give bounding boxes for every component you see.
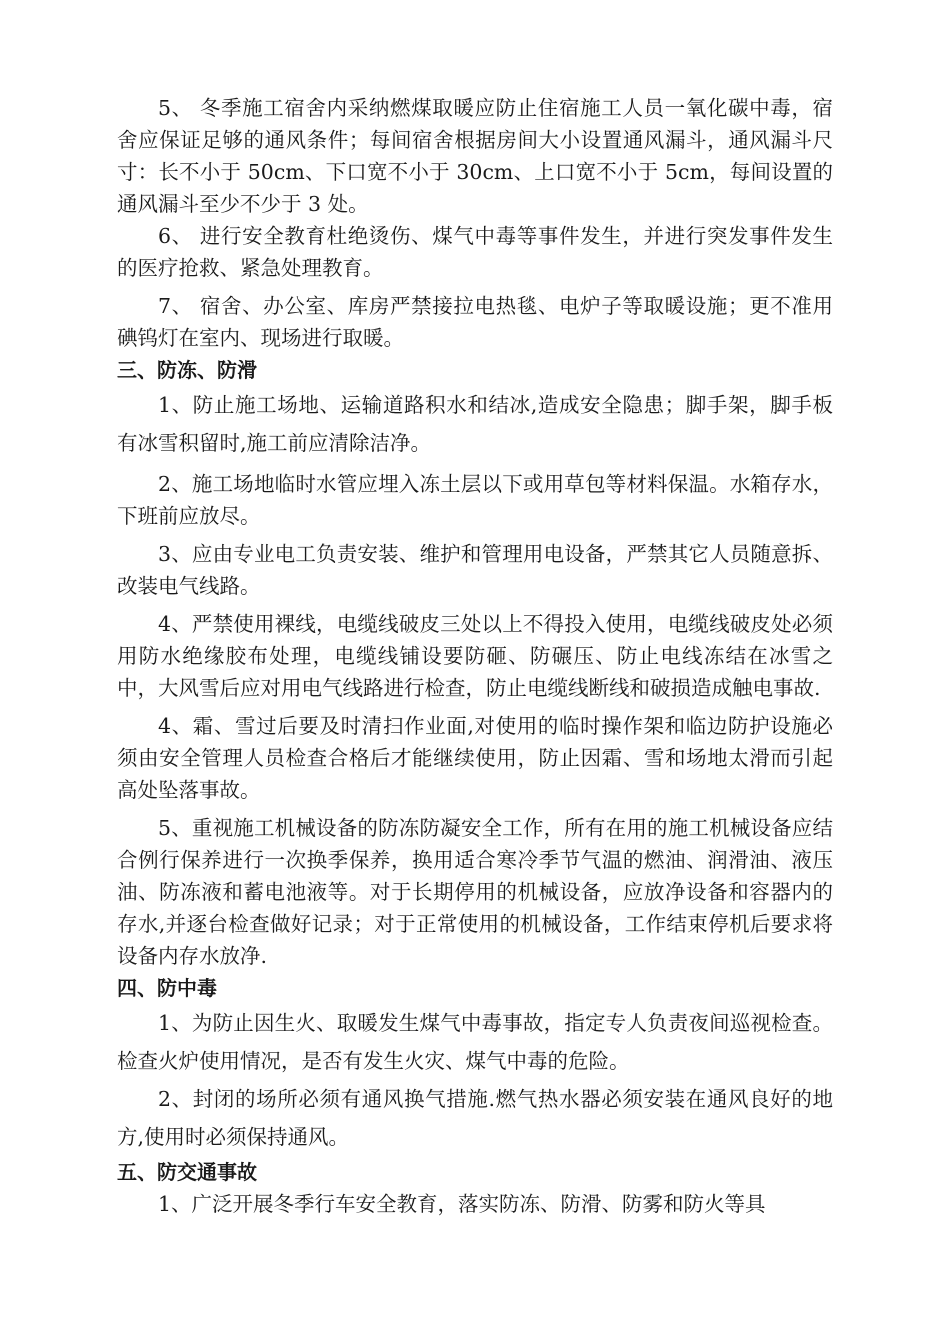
- document-page: [117, 92, 833, 1220]
- section3-item-1: 1、防止施工场地、运输道路积水和结冰,造成安全隐患；脚手架，脚手板有冰雪积留时,施工前应清除洁净。: [117, 393, 833, 455]
- paragraph-item-5: 5、 冬季施工宿舍内采纳燃煤取暖应防止住宿施工人员一氧化碳中毒，宿舍应保证足够的通风条件；每间宿舍根据房间大小设置通风漏斗，通风漏斗尺寸：长不小于 50cm、下口宽不小于 30cm、上口宽不小于 5cm，每间设置的通风漏斗至少不少于 3 处。: [117, 96, 833, 216]
- section-heading-anti-poisoning: 四、防中毒: [117, 976, 217, 1000]
- section-heading-anti-freeze: 三、防冻、防滑: [117, 358, 257, 382]
- section4-item-2: 2、封闭的场所必须有通风换气措施.燃气热水器必须安装在通风良好的地方,使用时必须保持通风。: [117, 1087, 833, 1149]
- paragraph-item-6: 6、 进行安全教育杜绝烫伤、煤气中毒等事件发生，并进行突发事件发生的医疗抢救、紧急处理教育。: [117, 224, 833, 280]
- section3-item-3: 3、应由专业电工负责安装、维护和管理用电设备，严禁其它人员随意拆、改装电气线路。: [117, 542, 833, 598]
- section3-item-4b: 4、霜、雪过后要及时清扫作业面,对使用的临时操作架和临边防护设施必须由安全管理人员检查合格后才能继续使用，防止因霜、雪和场地太滑而引起高处坠落事故。: [117, 714, 833, 802]
- section5-item-1: 1、广泛开展冬季行车安全教育，落实防冻、防滑、防雾和防火等具: [158, 1192, 766, 1216]
- section3-item-5: 5、重视施工机械设备的防冻防凝安全工作，所有在用的施工机械设备应结合例行保养进行一次换季保养，换用适合寒冷季节气温的燃油、润滑油、液压油、防冻液和蓄电池液等。对于长期停用的机械设备，应放净设备和容器内的存水,并逐台检查做好记录；对于正常使用的机械设备，工作结束停机后要求将设备内存水放净.: [117, 816, 833, 968]
- paragraph-item-7: 7、 宿舍、办公室、库房严禁接拉电热毯、电炉子等取暖设施；更不准用碘钨灯在室内、现场进行取暖。: [117, 294, 833, 350]
- section3-item-4a: 4、严禁使用裸线，电缆线破皮三处以上不得投入使用，电缆线破皮处必须用防水绝缘胶布处理，电缆线铺设要防砸、防碾压、防止电线冻结在冰雪之中，大风雪后应对用电气线路进行检查，防止电缆线断线和破损造成触电事故.: [117, 612, 833, 700]
- section3-item-2: 2、施工场地临时水管应埋入冻土层以下或用草包等材料保温。水箱存水，下班前应放尽。: [117, 472, 833, 528]
- section4-item-1: 1、为防止因生火、取暖发生煤气中毒事故，指定专人负责夜间巡视检查。检查火炉使用情况，是否有发生火灾、煤气中毒的危险。: [117, 1011, 833, 1073]
- section-heading-traffic-safety: 五、防交通事故: [117, 1160, 257, 1184]
